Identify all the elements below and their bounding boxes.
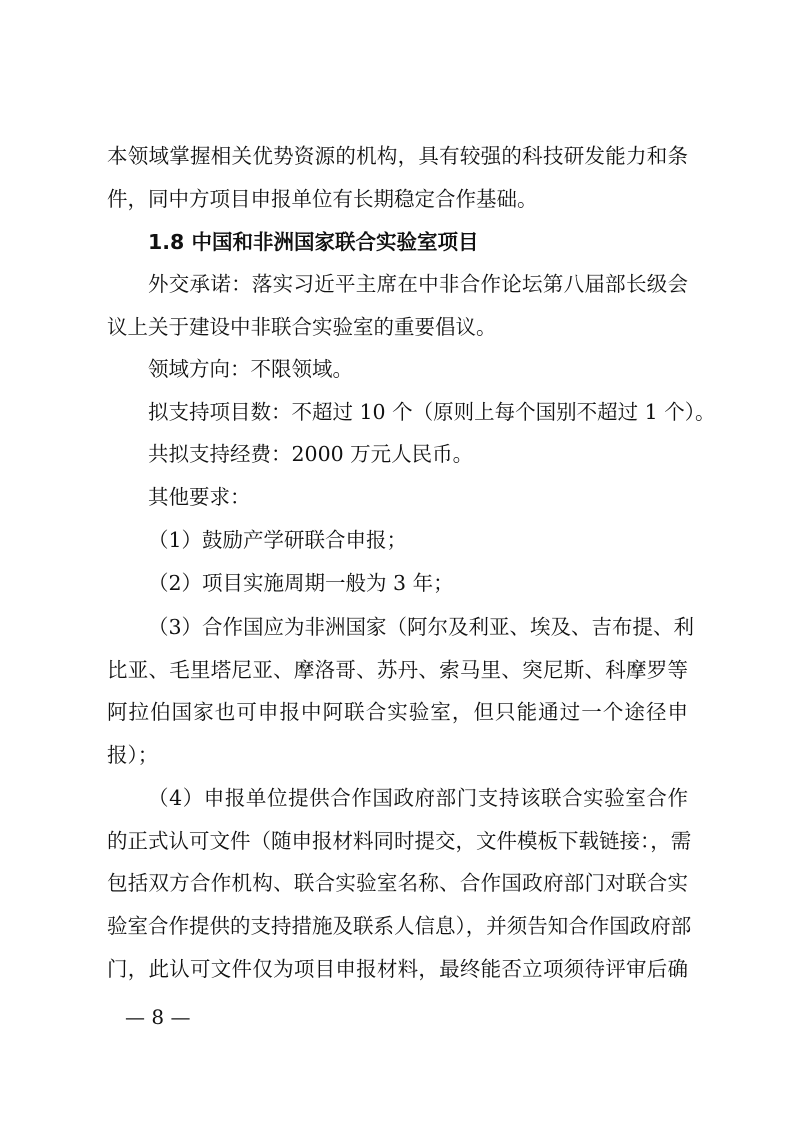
- text-line: 验室合作提供的支持措施及联系人信息），并须告知合作国政府部: [107, 914, 692, 938]
- text-line: 其他要求：: [148, 485, 251, 509]
- text-line: 门，此认可文件仅为项目申报材料，最终能否立项须待评审后确: [107, 957, 688, 981]
- text-line: 共拟支持经费：2000 万元人民币。: [148, 442, 474, 466]
- text-line: 本领域掌握相关优势资源的机构，具有较强的科技研发能力和条: [107, 144, 688, 168]
- text-line: （2）项目实施周期一般为 3 年；: [148, 571, 454, 595]
- text-line: （1）鼓励产学研联合申报；: [148, 528, 408, 552]
- text-line: 外交承诺：落实习近平主席在中非合作论坛第八届部长级会: [148, 272, 688, 296]
- section-heading: 1.8 中国和非洲国家联合实验室项目: [148, 230, 479, 254]
- text-line: 报）；: [107, 743, 159, 767]
- text-line: 比亚、毛里塔尼亚、摩洛哥、苏丹、索马里、突尼斯、科摩罗等: [107, 658, 688, 682]
- text-line: 的正式认可文件（随申报材料同时提交，文件模板下载链接：，需: [107, 829, 692, 853]
- text-line: 阿拉伯国家也可申报中阿联合实验室，但只能通过一个途径申: [107, 700, 688, 724]
- text-line: 件，同中方项目申报单位有长期稳定合作基础。: [107, 187, 538, 211]
- text-line: 议上关于建设中非联合实验室的重要倡议。: [107, 315, 497, 339]
- text-line: （3）合作国应为非洲国家（阿尔及利亚、埃及、吉布提、利: [148, 615, 695, 639]
- text-line: 拟支持项目数：不超过 10 个（原则上每个国别不超过 1 个）。: [148, 400, 716, 424]
- text-line: 领域方向：不限领域。: [148, 357, 353, 381]
- text-line: （4）申报单位提供合作国政府部门支持该联合实验室合作: [148, 786, 688, 810]
- text-line: 包括双方合作机构、联合实验室名称、合作国政府部门对联合实: [107, 871, 688, 895]
- page-number: — 8 —: [125, 1005, 191, 1029]
